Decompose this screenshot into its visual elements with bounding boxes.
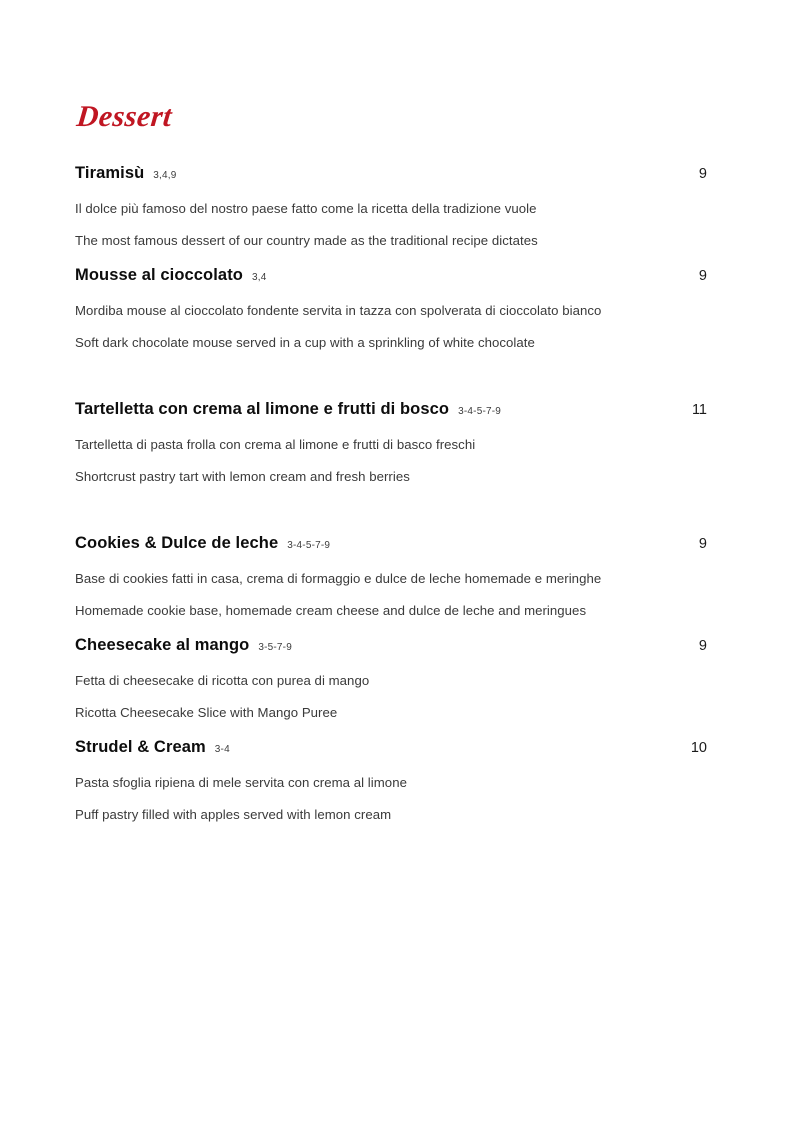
menu-item-description-en: Shortcrust pastry tart with lemon cream and fresh berries (75, 469, 410, 484)
menu-item-allergen-codes: 3,4,9 (153, 170, 177, 181)
menu-item-description-it: Base di cookies fatti in casa, crema di formaggio e dulce de leche homemade e meringhe (75, 571, 602, 586)
menu-item-price: 9 (698, 268, 707, 284)
menu-item[interactable] (75, 634, 707, 722)
menu-item-header (75, 532, 707, 557)
menu-item-header (75, 264, 707, 289)
menu-item-description-it: Mordiba mouse al cioccolato fondente servita in tazza con spolverata di cioccolato bianco (75, 303, 602, 318)
menu-item-description-en: Homemade cookie base, homemade cream cheese and dulce de leche and meringues (75, 603, 587, 618)
menu-item-name: Mousse al cioccolato (75, 266, 243, 284)
menu-item-price: 11 (691, 402, 707, 418)
dessert-menu-list (75, 162, 707, 824)
menu-item-allergen-codes: 3-5-7-9 (258, 642, 292, 653)
menu-item-allergen-codes: 3-4 (214, 744, 230, 755)
menu-item-header (75, 162, 707, 187)
menu-item-description-it: Tartelletta di pasta frolla con crema al limone e frutti di basco freschi (75, 437, 476, 452)
menu-item-name: Cheesecake al mango (75, 636, 250, 654)
section-title-dessert: Dessert (75, 100, 174, 133)
menu-item-allergen-codes: 3-4-5-7-9 (287, 540, 331, 551)
menu-item-description-en: Soft dark chocolate mouse served in a cup with a sprinkling of white chocolate (75, 335, 535, 350)
menu-item[interactable] (75, 162, 707, 250)
menu-item-description-it: Pasta sfoglia ripiena di mele servita con crema al limone (75, 775, 407, 790)
menu-item-description-it: Il dolce più famoso del nostro paese fatto come la ricetta della tradizione vuole (75, 201, 537, 216)
menu-item-name: Cookies & Dulce de leche (75, 534, 279, 552)
menu-item-header (75, 634, 707, 659)
menu-item-description-en: Puff pastry filled with apples served with lemon cream (75, 807, 392, 822)
menu-content (75, 100, 707, 838)
menu-item[interactable] (75, 532, 707, 620)
menu-item-price: 9 (698, 166, 707, 182)
menu-item-name: Strudel & Cream (75, 738, 206, 756)
menu-item[interactable] (75, 736, 707, 824)
menu-item-description-en: Ricotta Cheesecake Slice with Mango Puree (75, 705, 338, 720)
menu-item[interactable] (75, 398, 707, 486)
menu-item-description-it: Fetta di cheesecake di ricotta con purea di mango (75, 673, 370, 688)
menu-item-header (75, 736, 707, 761)
menu-item-allergen-codes: 3-4-5-7-9 (458, 406, 502, 417)
menu-item-price: 9 (698, 536, 707, 552)
menu-item-name: Tartelletta con crema al limone e frutti di bosco (75, 400, 450, 418)
menu-item-price: 9 (698, 638, 707, 654)
menu-item-header (75, 398, 707, 423)
menu-item-price: 10 (690, 740, 707, 756)
menu-item-allergen-codes: 3,4 (251, 272, 267, 283)
menu-item-name: Tiramisù (75, 164, 145, 182)
menu-item[interactable] (75, 264, 707, 352)
menu-item-description-en: The most famous dessert of our country made as the traditional recipe dictates (75, 233, 538, 248)
